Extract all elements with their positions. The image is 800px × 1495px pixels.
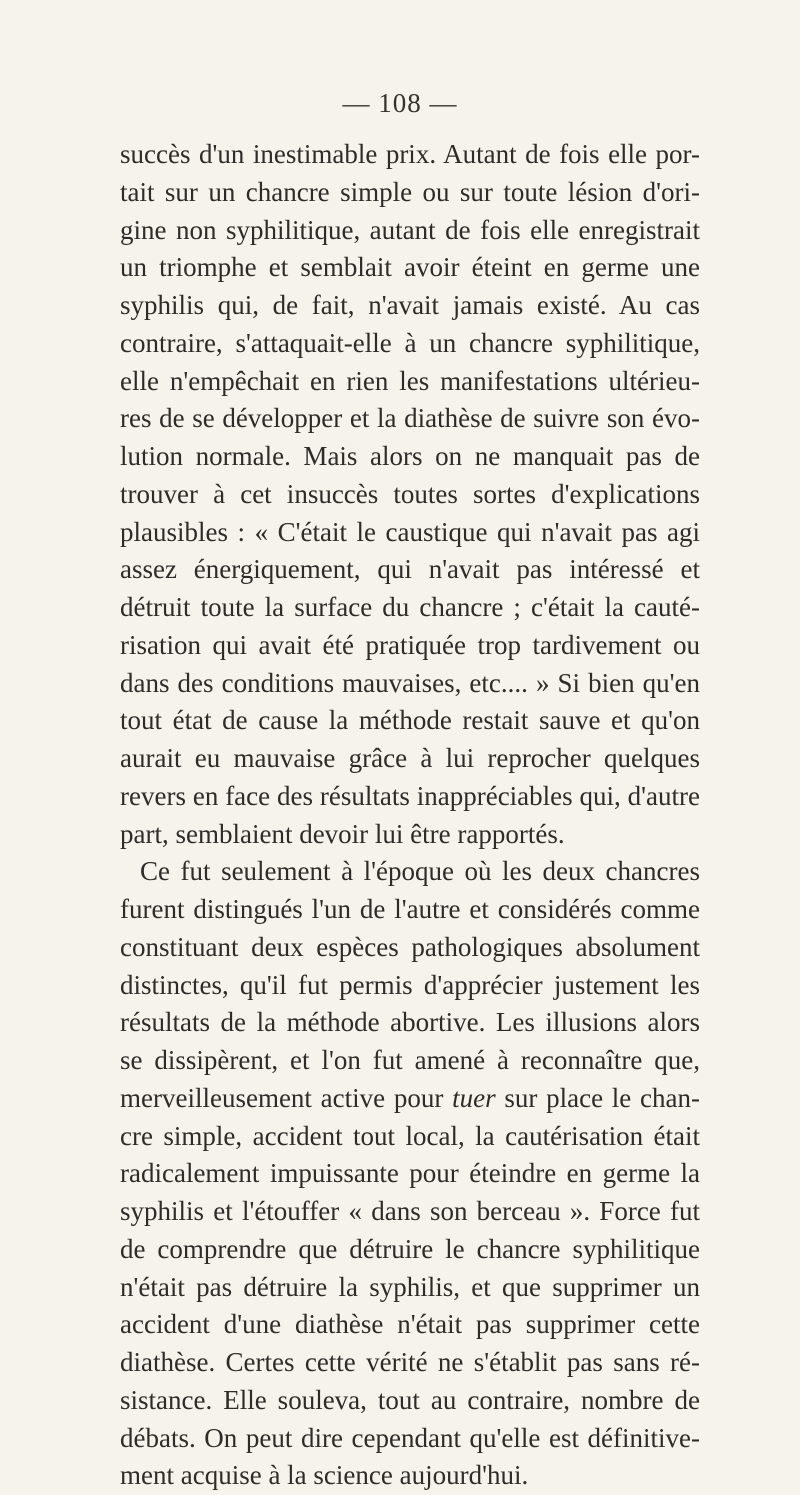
text-line: syphilis et l'étouffer « dans son berceau ». Force fut <box>120 1196 700 1226</box>
page-number: — 108 — <box>342 88 458 118</box>
text-line: accident d'une diathèse n'était pas supprimer cette <box>120 1309 700 1340</box>
text-line: elle n'empêchait en rien les manifestations ultérieu- <box>120 365 700 396</box>
text-line: Ce fut seulement à l'époque où les deux chancres <box>140 856 700 887</box>
text-line: ment acquise à la science aujourd'hui. <box>120 1460 529 1491</box>
text-line: détruit toute la surface du chancre ; c'était la cauté- <box>120 592 700 622</box>
text-line: sistance. Elle souleva, tout au contraire, nombre de <box>120 1384 700 1415</box>
text-line: distinctes, qu'il fut permis d'apprécier justement les <box>120 969 700 1000</box>
text-line: res de se développer et la diathèse de suivre son évo- <box>120 403 700 434</box>
text-line: tait sur un chancre simple ou sur toute lésion d'ori- <box>120 176 700 207</box>
text-line: succès d'un inestimable prix. Autant de fois elle por- <box>120 139 700 169</box>
italic-word: tuer <box>452 1082 496 1113</box>
text-line: constituant deux espèces pathologiques absolument <box>120 931 700 962</box>
paragraph-1 <box>120 136 700 853</box>
text-line: un triomphe et semblait avoir éteint en germe une <box>120 252 700 283</box>
text-line: syphilis qui, de fait, n'avait jamais existé. Au cas <box>120 290 700 320</box>
text-line: lution normale. Mais alors on ne manquait pas de <box>120 441 700 471</box>
text-line: se dissipèrent, et l'on fut amené à reconnaître que, <box>120 1045 700 1075</box>
paragraph-2 <box>120 853 700 1495</box>
text-segment: merveilleusement active pour <box>120 1082 453 1113</box>
text-line: résultats de la méthode abortive. Les illusions alors <box>120 1007 700 1038</box>
text-line: assez énergiquement, qui n'avait pas intéressé et <box>120 554 700 585</box>
text-line: n'était pas détruire la syphilis, et que supprimer un <box>120 1271 700 1302</box>
text-line: dans des conditions mauvaises, etc.... » Si bien qu'en <box>120 667 700 698</box>
text-line: radicalement impuissante pour éteindre en germe la <box>120 1158 700 1189</box>
text-line: trouver à cet insuccès toutes sortes d'explications <box>120 478 700 509</box>
text-line: contraire, s'attaquait-elle à un chancre syphilitique, <box>120 327 700 358</box>
text-line: cre simple, accident tout local, la cautérisation était <box>120 1120 700 1151</box>
text-line: revers en face des résultats inappréciables qui, d'autre <box>120 780 700 811</box>
text-segment: sur place le chan- <box>495 1082 700 1113</box>
text-line: tout état de cause la méthode restait sauve et qu'on <box>120 705 700 736</box>
text-line: de comprendre que détruire le chancre syphilitique <box>120 1233 700 1264</box>
text-line: risation qui avait été pratiquée trop tardivement ou <box>120 629 700 660</box>
text-line: aurait eu mauvaise grâce à lui reprocher quelques <box>120 743 700 773</box>
text-line: part, semblaient devoir lui être rapportés. <box>120 818 565 849</box>
text-line: diathèse. Certes cette vérité ne s'établit pas sans ré- <box>120 1347 700 1377</box>
text-line: débats. On peut dire cependant qu'elle est définitive- <box>120 1422 700 1453</box>
body-text <box>120 136 700 1495</box>
text-line: furent distingués l'un de l'autre et considérés comme <box>120 894 700 924</box>
text-line: gine non syphilitique, autant de fois elle enregistrait <box>120 214 700 245</box>
text-line-with-italic <box>120 1080 700 1118</box>
text-line: plausibles : « C'était le caustique qui n'avait pas agi <box>120 516 700 547</box>
